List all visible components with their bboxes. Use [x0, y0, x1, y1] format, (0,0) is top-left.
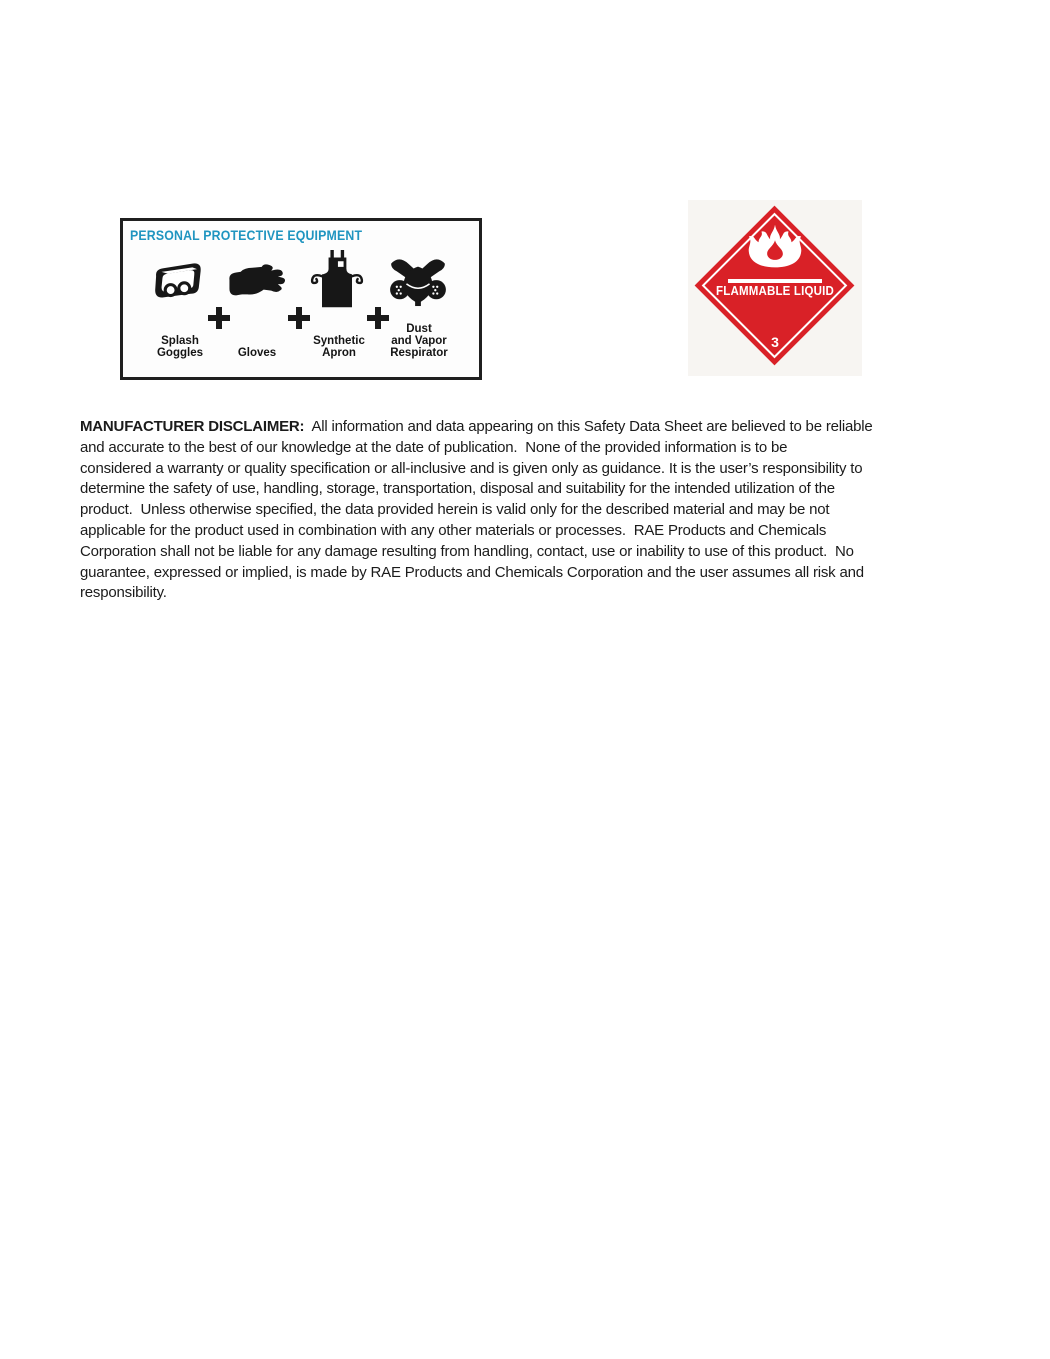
plus-icon	[208, 307, 230, 329]
ppe-item-label-splash-goggles: Splash Goggles	[156, 335, 203, 359]
gloves-icon	[226, 264, 288, 302]
ppe-item-label-synthetic-apron: Synthetic Apron	[313, 335, 365, 359]
disclaimer-line: Corporation shall not be liable for any damage resulting from handling, contact, use or inability to use of this product. No	[80, 542, 854, 560]
disclaimer-line: guarantee, expressed or implied, is made by RAE Products and Chemicals Corporation and the user assumes all risk and	[80, 563, 864, 581]
ppe-panel	[120, 218, 482, 380]
ppe-panel-title: PERSONAL PROTECTIVE EQUIPMENT	[130, 227, 363, 243]
disclaimer-line: applicable for the product used in combination with any other materials or processes. RAE Products and Chemicals	[80, 521, 827, 539]
disclaimer-heading: MANUFACTURER DISCLAIMER:	[80, 418, 305, 435]
disclaimer-line: considered a warranty or quality specification or all-inclusive and is given only as guidance. It is the user’s responsibility to	[80, 459, 863, 477]
ppe-item-label-gloves: Gloves	[237, 347, 277, 359]
disclaimer-line: and accurate to the best of our knowledge at the date of publication. None of the provided information is to be	[80, 438, 788, 456]
flame-icon	[744, 224, 806, 274]
disclaimer-line: responsibility.	[80, 584, 167, 602]
placard-label: FLAMMABLE LIQUID	[716, 284, 834, 298]
placard-class-number: 3	[771, 334, 779, 350]
synthetic-apron-icon	[307, 248, 367, 312]
dust-vapor-respirator-icon	[387, 257, 449, 307]
manufacturer-disclaimer	[80, 417, 873, 604]
placard-underline	[728, 279, 822, 283]
plus-icon	[288, 307, 310, 329]
flammable-liquid-placard	[688, 200, 862, 376]
disclaimer-line: determine the safety of use, handling, storage, transportation, disposal and suitability for the intended utilization of the	[80, 480, 835, 498]
disclaimer-line: product. Unless otherwise specified, the data provided herein is valid only for the described material and may be not	[80, 501, 830, 519]
ppe-item-label-respirator: Dust and Vapor Respirator	[390, 323, 448, 359]
splash-goggles-icon	[149, 261, 205, 301]
disclaimer-line: MANUFACTURER DISCLAIMER: All information and data appearing on this Safety Data Sheet are believed to be reliable	[80, 418, 873, 435]
